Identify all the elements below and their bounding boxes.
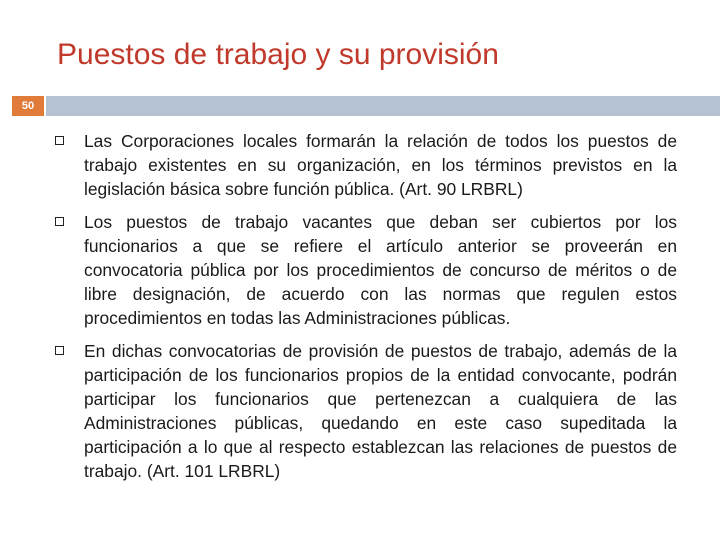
page-number-badge: 50 [12,96,44,116]
bullet-text: En dichas convocatorias de provisión de puestos de trabajo, además de la participación de los funcionarios propios de la entidad convocante, podrán participar los funcionarios que pertenezcan a cualquiera de las Administraciones públicas, quedando en este caso supeditada la participación a lo que al respecto establezcan las relaciones de puestos de trabajo. (Art. 101 LRBRL) [84,341,677,481]
bullet-list [55,129,677,492]
header-bar [46,96,720,116]
bullet-item [55,339,677,483]
slide-title: Puestos de trabajo y su provisión [57,38,499,71]
bullet-text: Las Corporaciones locales formarán la relación de todos los puestos de trabajo existentes en su organización, en los términos previstos en la legislación básica sobre función pública. (Art. 90 LRBRL) [84,131,677,199]
square-bullet-icon [55,136,64,145]
square-bullet-icon [55,346,64,355]
bullet-item [55,129,677,201]
bullet-item [55,210,677,330]
bullet-text: Los puestos de trabajo vacantes que deban ser cubiertos por los funcionarios a que se refiere el artículo anterior se proveerán en convocatoria pública por los procedimientos de concurso de méritos o de libre designación, de acuerdo con las normas que regulen estos procedimientos en todas las Administraciones públicas. [84,212,677,328]
square-bullet-icon [55,217,64,226]
